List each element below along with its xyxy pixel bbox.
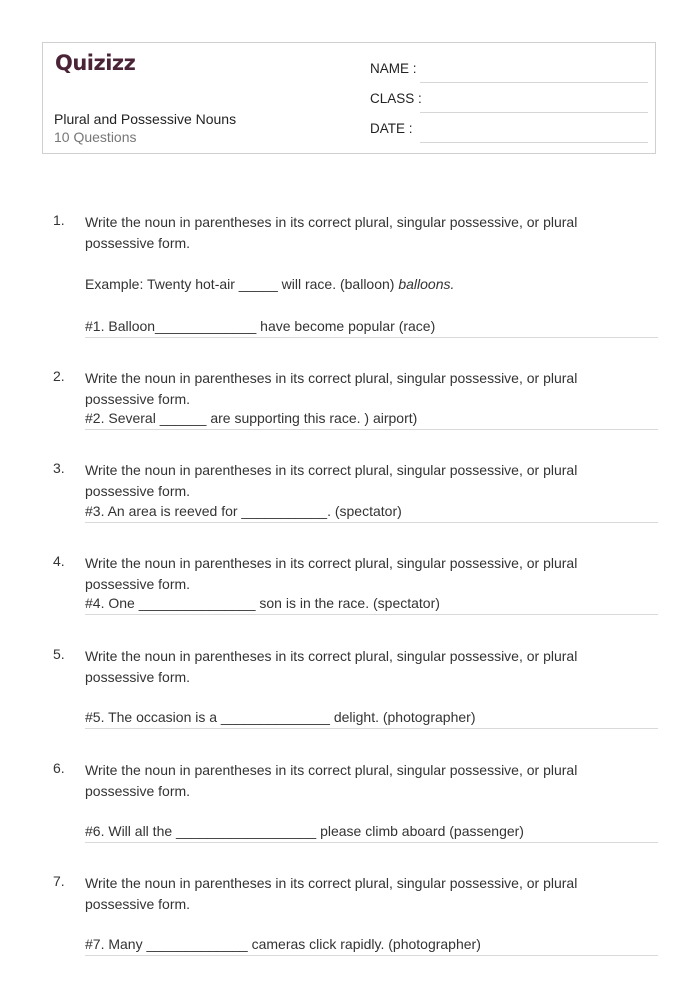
question-example: [85, 276, 454, 292]
worksheet-title: Plural and Possessive Nouns: [54, 111, 237, 127]
question-number: 6.: [53, 760, 65, 776]
question-prompt: Write the noun in parentheses in its correct plural, singular possessive, or plural possessive form.: [85, 875, 578, 912]
question-prompt: Write the noun in parentheses in its correct plural, singular possessive, or plural possessive form.: [85, 214, 578, 251]
question-item: #4. One _______________ son is in the race. (spectator): [85, 595, 658, 615]
quizizz-logo: Quizizz: [55, 51, 136, 75]
question-item: #2. Several ______ are supporting this race. ) airport): [85, 410, 658, 430]
question-prompt: Write the noun in parentheses in its correct plural, singular possessive, or plural possessive form.: [85, 555, 578, 592]
example-answer: balloons.: [398, 276, 455, 292]
question-prompt: Write the noun in parentheses in its correct plural, singular possessive, or plural possessive form.: [85, 462, 578, 499]
question-count: 10 Questions: [54, 129, 137, 145]
question-number: 2.: [53, 368, 65, 384]
question-number: 1.: [53, 212, 65, 228]
name-line[interactable]: [420, 82, 648, 83]
example-text: Example: Twenty hot-air _____ will race. (balloon): [85, 276, 395, 292]
date-label: DATE :: [370, 121, 413, 136]
question-prompt: Write the noun in parentheses in its correct plural, singular possessive, or plural possessive form.: [85, 648, 578, 685]
question-item: #3. An area is reeved for ___________. (spectator): [85, 503, 658, 523]
question-number: 7.: [53, 873, 65, 889]
question-prompt: Write the noun in parentheses in its correct plural, singular possessive, or plural possessive form.: [85, 370, 578, 407]
name-field[interactable]: [370, 61, 648, 81]
name-label: NAME :: [370, 61, 417, 76]
question-prompt: Write the noun in parentheses in its correct plural, singular possessive, or plural possessive form.: [85, 762, 578, 799]
date-field[interactable]: [370, 121, 648, 141]
class-label: CLASS :: [370, 91, 422, 106]
question-number: 5.: [53, 646, 65, 662]
question-item: #5. The occasion is a ______________ delight. (photographer): [85, 709, 658, 729]
question-number: 4.: [53, 553, 65, 569]
class-field[interactable]: [370, 91, 648, 111]
question-item: #6. Will all the __________________ please climb aboard (passenger): [85, 823, 658, 843]
worksheet-header: [42, 42, 656, 154]
date-line[interactable]: [420, 142, 648, 143]
question-item: #1. Balloon_____________ have become popular (race): [85, 318, 658, 338]
question-number: 3.: [53, 460, 65, 476]
question-item: #7. Many _____________ cameras click rapidly. (photographer): [85, 936, 658, 956]
class-line[interactable]: [420, 112, 648, 113]
